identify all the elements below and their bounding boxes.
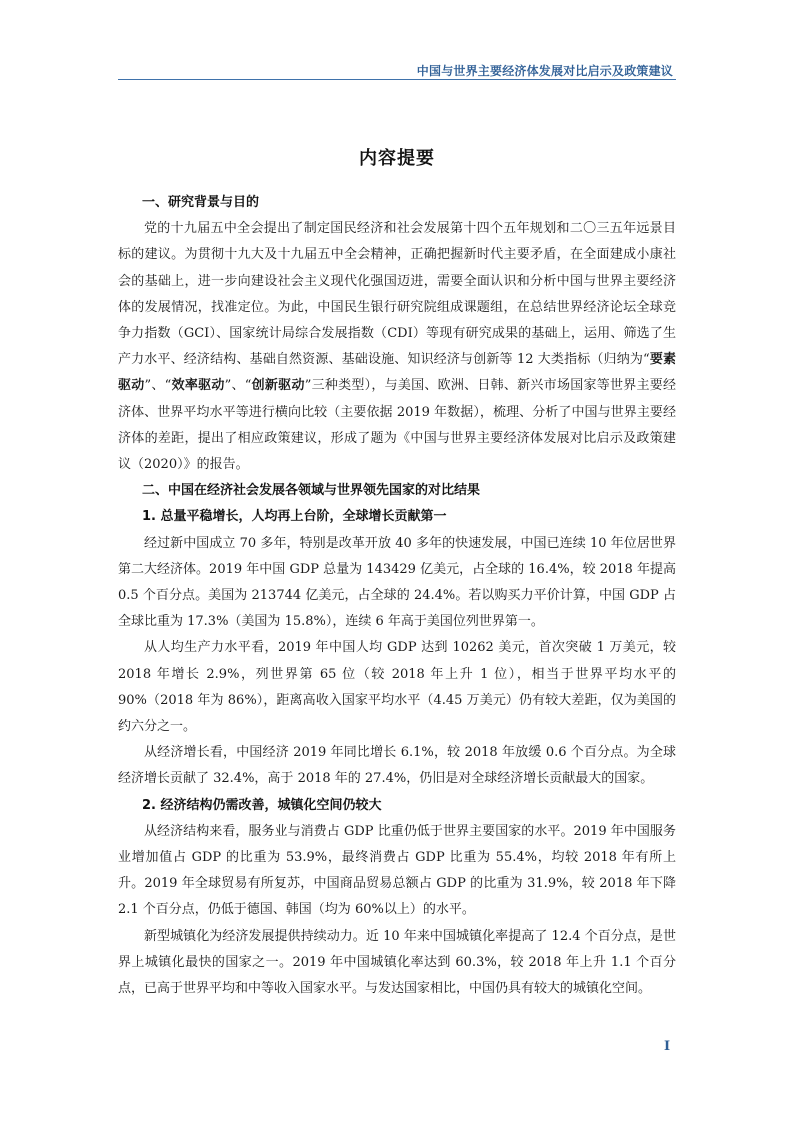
- header-rule: [118, 79, 676, 80]
- structure-paragraph-1: 从经济结构来看，服务业与消费占 GDP 比重仍低于世界主要国家的水平。2019 年中国服务业增加值占 GDP 的比重为 53.9%，最终消费占 GDP 比重为 55.4%，均较 2018 年有所上升。2019 年全球贸易有所复苏，中国商品贸易总额占 GDP 的比重为 31.9%，较 2018 年下降 2.1 个百分点，仍低于德国、韩国（均为 60%以上）的水平。: [118, 823, 676, 918]
- growth-paragraph-3: 从经济增长看，中国经济 2019 年同比增长 6.1%，较 2018 年放缓 0.6 个百分点。为全球经济增长贡献了 32.4%，高于 2018 年的 27.4%，仍旧是对全球经济增长贡献最大的国家。: [118, 745, 676, 787]
- page-number: I: [664, 1039, 671, 1054]
- summary-body: [118, 190, 676, 1002]
- subsection-heading-growth: 1. 总量平稳增长，人均再上台阶，全球增长贡献第一: [142, 509, 447, 525]
- emphasis-efficiency-driven: 效率驱动: [171, 378, 225, 394]
- separator-2: ”、“: [224, 378, 252, 394]
- separator-1: ”、“: [144, 378, 172, 394]
- subsection-heading-structure: 2. 经济结构仍需改善，城镇化空间仍较大: [142, 797, 382, 813]
- background-text-a: 党的十九届五中全会提出了制定国民经济和社会发展第十四个五年规划和二〇三五年远景目标的建议。为贯彻十九大及十九届五中全会精神，正确把握新时代主要矛盾，在全面建成小康社会的基础上，进一步向建设社会主义现代化强国迈进，需要全面认识和分析中国与世界主要经济体的发展情况，找准定位。为此，中国民生银行研究院组成课题组，在总结世界经济论坛全球竞争力指数（GCI）、国家统计局综合发展指数（CDI）等现有研究成果的基础上，运用、筛选了生产力水平、经济结构、基础自然资源、基础设施、知识经济与创新等 12 大类指标（归纳为“: [118, 221, 676, 368]
- page-title: 内容提要: [359, 148, 435, 169]
- header-title: 中国与世界主要经济体发展对比启示及政策建议: [416, 64, 673, 78]
- background-paragraph: [118, 216, 676, 478]
- section-heading-comparison: 二、中国在经济社会发展各领域与世界领先国家的对比结果: [142, 483, 481, 499]
- emphasis-factor-driven: 要素驱动: [118, 352, 676, 394]
- growth-paragraph-1: 经过新中国成立 70 多年，特别是改革开放 40 多年的快速发展，中国已连续 10 年位居世界第二大经济体。2019 年中国 GDP 总量为 143429 亿美元，占全球的 16.4%，较 2018 年提高 0.5 个百分点。美国为 213744 亿美元，占全球的 24.4%。若以购买力平价计算，中国 GDP 占全球比重为 17.3%（美国为 15.8%），连续 6 年高于美国位列世界第一。: [118, 535, 676, 630]
- section-heading-background: 一、研究背景与目的: [142, 195, 260, 210]
- emphasis-innovation-driven: 创新驱动: [251, 378, 305, 394]
- growth-paragraph-2: 从人均生产力水平看，2019 年中国人均 GDP 达到 10262 美元，首次突破 1 万美元，较 2018 年增长 2.9%，列世界第 65 位（较 2018 年上升 1 位），相当于世界平均水平的 90%（2018 年为 86%），距离高收入国家平均水平（4.45 万美元）仍有较大差距，仅为美国的约六分之一。: [118, 640, 676, 735]
- background-text-c: ”三种类型），与美国、欧洲、日韩、新兴市场国家等世界主要经济体、世界平均水平等进行横向比较（主要依据 2019 年数据），梳理、分析了中国与世界主要经济体的差距，提出了相应政策建议，形成了题为《中国与世界主要经济体发展对比启示及政策建议（2020）》的报告。: [118, 378, 676, 473]
- structure-paragraph-2: 新型城镇化为经济发展提供持续动力。近 10 年来中国城镇化率提高了 12.4 个百分点，是世界上城镇化最快的国家之一。2019 年中国城镇化率达到 60.3%，较 2018 年上升 1.1 个百分点，已高于世界平均和中等收入国家水平。与发达国家相比，中国仍具有较大的城镇化空间。: [118, 928, 676, 997]
